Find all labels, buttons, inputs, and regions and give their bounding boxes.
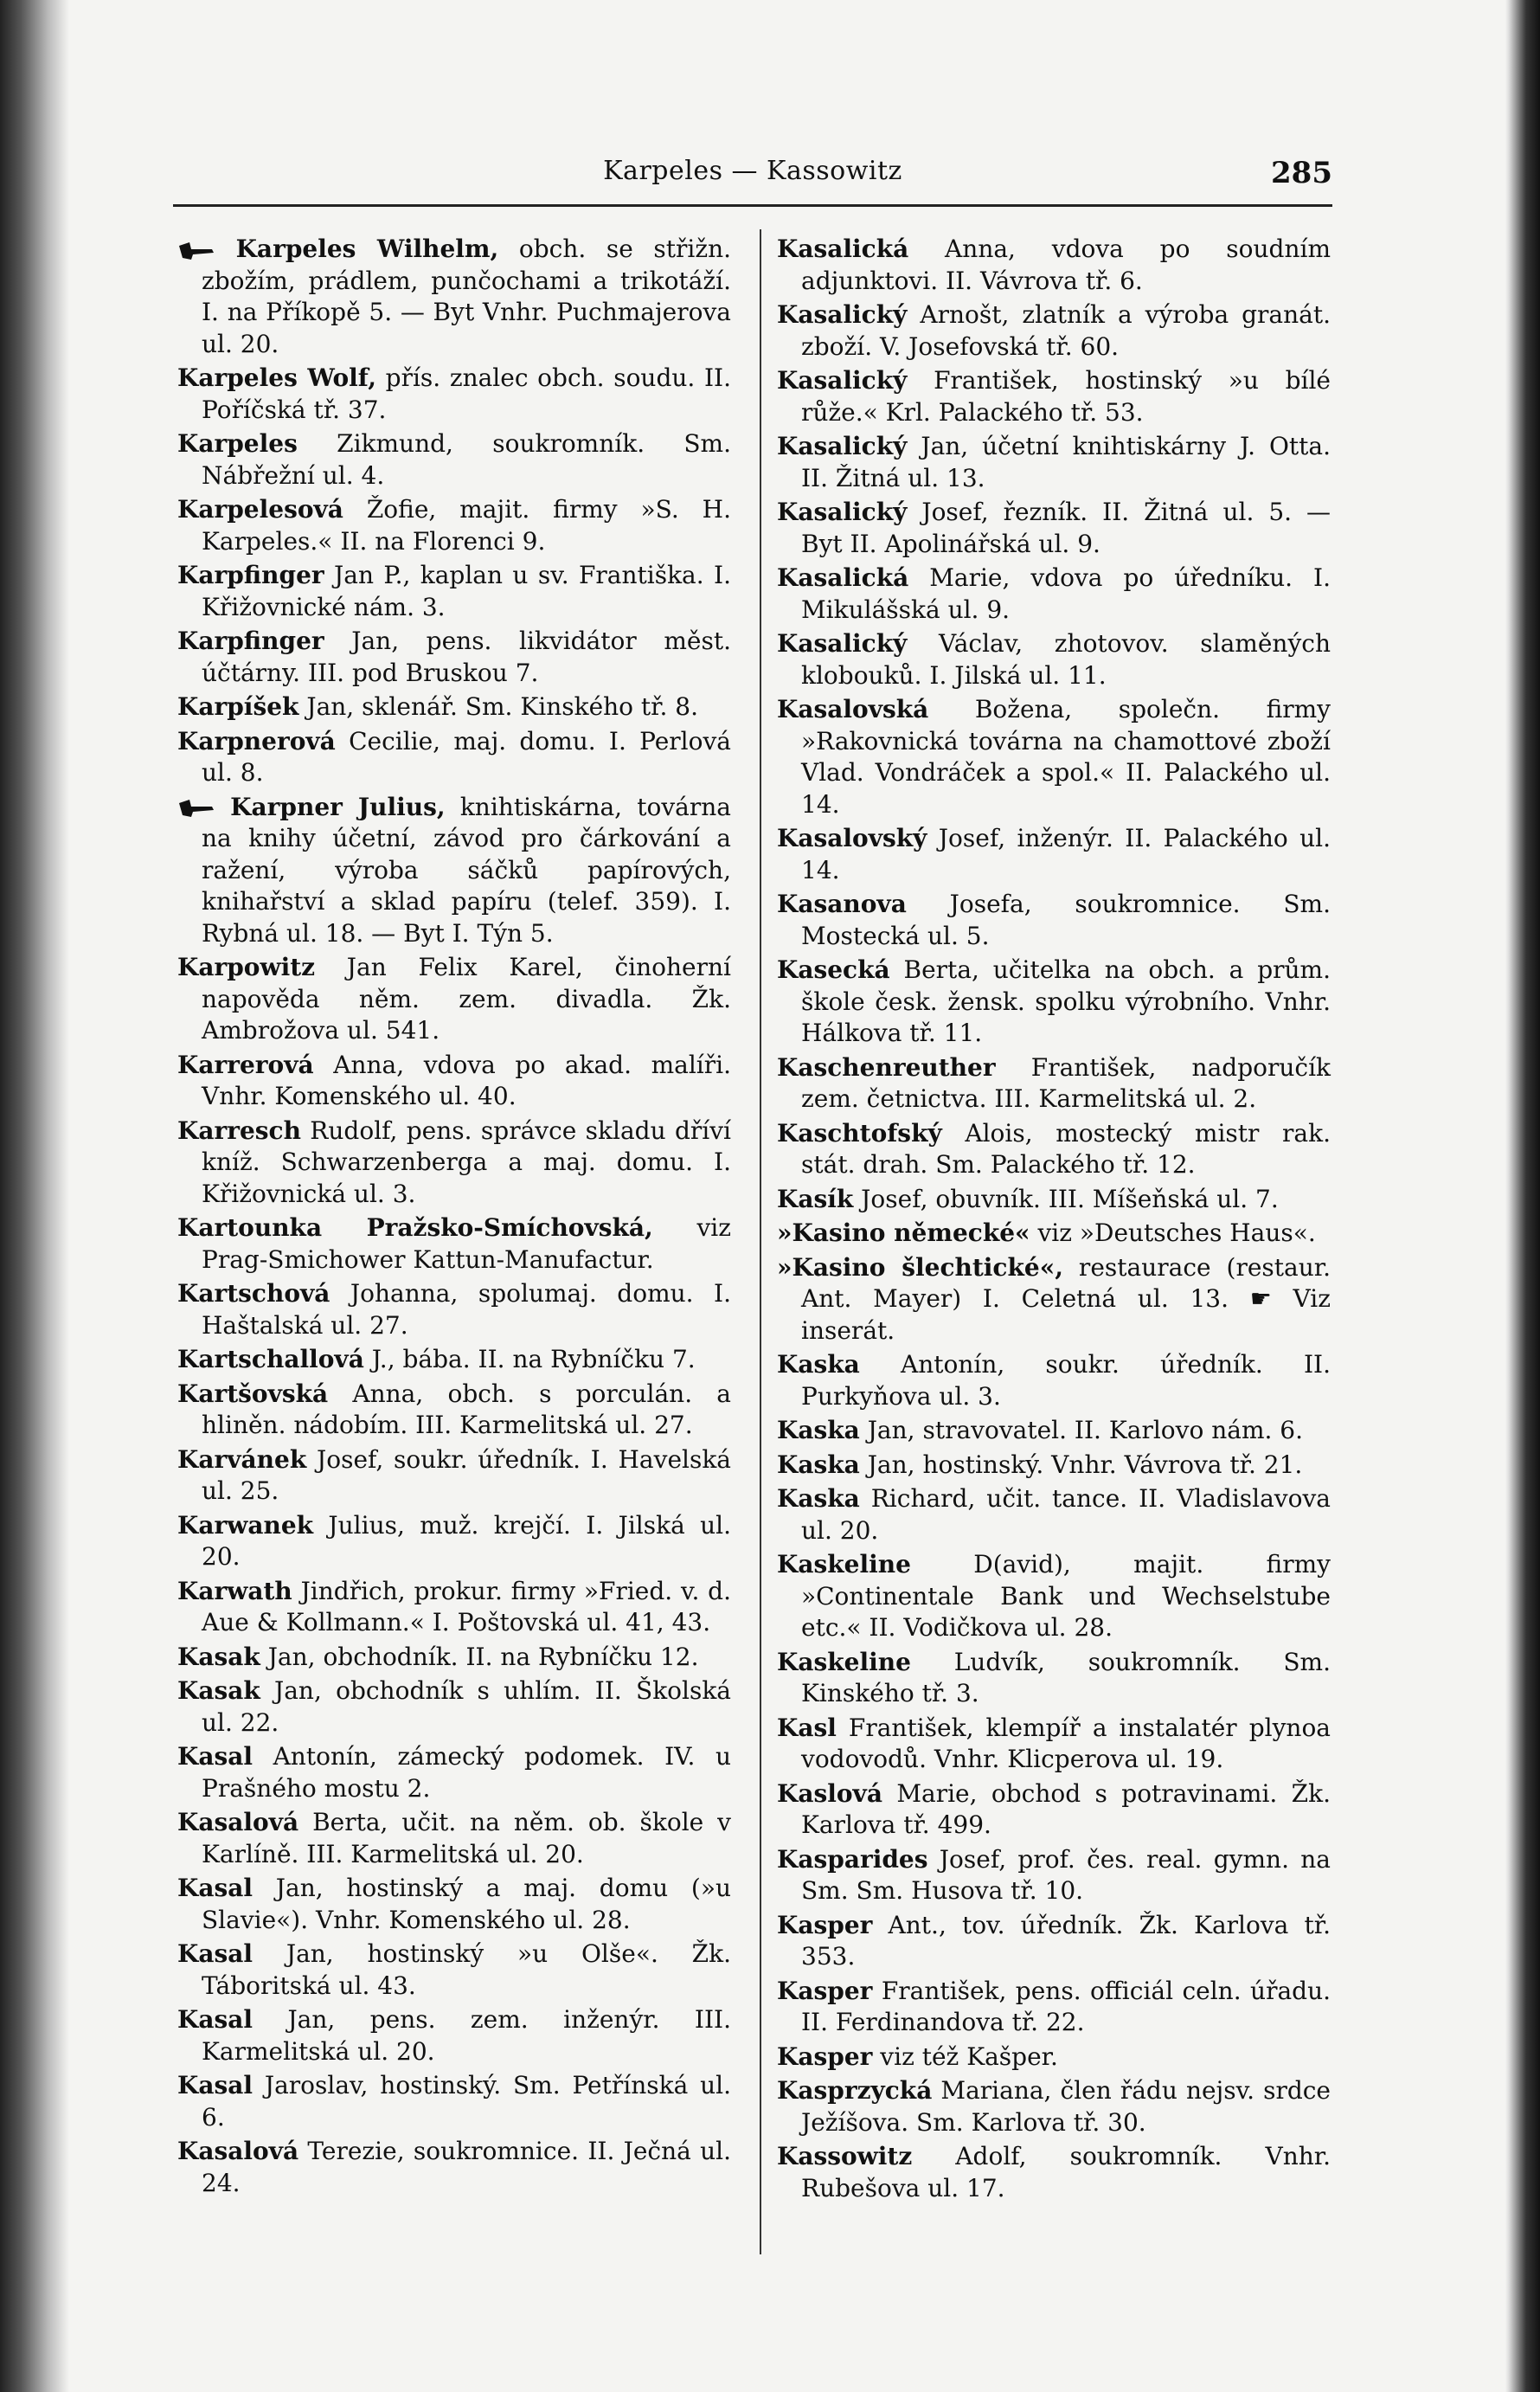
entry-name: Karresch bbox=[177, 1116, 301, 1145]
directory-entry bbox=[777, 431, 1331, 494]
entry-details: Jan, pens. likvidátor měst. účtárny. III. pod Bruskou 7. bbox=[202, 627, 731, 687]
entry-details: knihtiskárna, továrna na knihy účetní, závod pro čárkování a ražení, výroba sáčků papírových, knihařství a sklad papíru (telef. 359). I. Rybná ul. 18. — Byt I. Týn 5. bbox=[202, 792, 731, 948]
entry-name: Kasl bbox=[777, 1713, 837, 1742]
entry-name: Kasík bbox=[777, 1184, 854, 1213]
directory-entry bbox=[177, 1444, 731, 1508]
directory-entry bbox=[777, 628, 1331, 691]
entry-details: Antonín, zámecký podomek. IV. u Prašného mostu 2. bbox=[202, 1742, 731, 1803]
running-header bbox=[173, 156, 1332, 199]
entry-details: Jan, hostinský a maj. domu (»u Slavie«). Vnhr. Komenského ul. 28. bbox=[202, 1874, 731, 1934]
entry-name: Kasalický bbox=[777, 629, 908, 658]
entry-name: Kasper bbox=[777, 2042, 873, 2071]
directory-entry bbox=[177, 1510, 731, 1573]
entry-name: Karpner Julius, bbox=[230, 792, 446, 821]
directory-entry bbox=[177, 952, 731, 1047]
entry-name: Kasal bbox=[177, 1939, 253, 1968]
directory-entry bbox=[777, 1549, 1331, 1644]
entry-details: Johanna, spolumaj. domu. I. Haštalská ul. 27. bbox=[202, 1279, 731, 1340]
directory-entry bbox=[777, 1252, 1331, 1347]
entry-name: Karpeles Wilhelm, bbox=[235, 235, 499, 263]
entry-name: Kasalický bbox=[777, 498, 908, 526]
entry-name: Karrerová bbox=[177, 1050, 314, 1079]
directory-entry bbox=[177, 428, 731, 492]
directory-entry bbox=[177, 726, 731, 789]
entry-details: Ant., tov. úředník. Žk. Karlova tř. 353. bbox=[801, 1910, 1331, 1971]
directory-entry bbox=[177, 1939, 731, 2002]
directory-entry bbox=[777, 955, 1331, 1050]
entry-details: Alois, mostecký mistr rak. stát. drah. Sm. Palackého tř. 12. bbox=[801, 1118, 1331, 1179]
directory-entry bbox=[177, 1675, 731, 1739]
directory-entry bbox=[777, 694, 1331, 820]
directory-entry bbox=[177, 691, 731, 723]
entry-details: Jan, účetní knihtiskárny J. Otta. II. Žitná ul. 13. bbox=[801, 432, 1331, 492]
entry-details: František, pens. officiál celn. úřadu. II. Ferdinandova tř. 22. bbox=[801, 1976, 1331, 2036]
entry-details: Josef, soukr. úředník. I. Havelská ul. 25. bbox=[202, 1444, 731, 1505]
directory-entry bbox=[777, 1713, 1331, 1776]
entry-details: Zikmund, soukromník. Sm. Nábřežní ul. 4. bbox=[202, 429, 731, 490]
entry-details: viz Prag-Smichower Kattun-Manufactur. bbox=[202, 1213, 731, 1274]
entry-name: Kasalová bbox=[177, 2137, 299, 2165]
directory-entry bbox=[177, 1576, 731, 1639]
directory-entry bbox=[177, 2136, 731, 2199]
entry-name: Karpfinger bbox=[177, 627, 324, 655]
entry-details: Anna, obch. s porculán. a hliněn. nádobím. III. Karmelitská ul. 27. bbox=[202, 1379, 731, 1439]
entry-name: Kasper bbox=[777, 1976, 873, 2005]
entry-details: Jindřich, prokur. firmy »Fried. v. d. Aue & Kollmann.« I. Poštovská ul. 41, 43. bbox=[202, 1576, 731, 1636]
directory-entry bbox=[777, 1778, 1331, 1842]
directory-entry bbox=[777, 1415, 1331, 1447]
entry-name: Kasal bbox=[177, 2005, 253, 2034]
entry-details: Jan, stravovatel. II. Karlovo nám. 6. bbox=[859, 1416, 1304, 1444]
entry-details: Jan, hostinský »u Olše«. Žk. Táboritská ul. 43. bbox=[202, 1939, 731, 2000]
entry-details: Terezie, soukromnice. II. Ječná ul. 24. bbox=[202, 2137, 731, 2197]
entry-name: Kasalický bbox=[777, 366, 908, 395]
entry-details: František, hostinský »u bílé růže.« Krl. Palackého tř. 53. bbox=[801, 366, 1331, 427]
entry-details: Jan, obchodník. II. na Rybníčku 12. bbox=[260, 1642, 699, 1671]
directory-entry bbox=[777, 1450, 1331, 1482]
directory-entry bbox=[777, 1118, 1331, 1181]
header-rule bbox=[173, 204, 1332, 207]
entry-name: Kasalovský bbox=[777, 824, 927, 852]
directory-entry bbox=[777, 2141, 1331, 2204]
entry-name: Kasparides bbox=[777, 1844, 928, 1874]
entry-details: J., bába. II. na Rybníčku 7. bbox=[363, 1345, 696, 1373]
entry-name: Kaslová bbox=[777, 1778, 882, 1808]
entry-details: Adolf, soukromník. Vnhr. Rubešova ul. 17. bbox=[801, 2142, 1331, 2202]
entry-name: Karwanek bbox=[177, 1510, 314, 1540]
directory-entry bbox=[777, 234, 1331, 297]
entry-name: Kasprzycká bbox=[777, 2076, 933, 2105]
entry-details: viz též Kašper. bbox=[872, 2042, 1058, 2071]
binding-shadow bbox=[0, 0, 69, 2392]
entry-details: Arnošt, zlatník a výroba granát. zboží. V. Josefovská tř. 60. bbox=[801, 300, 1331, 361]
directory-entry bbox=[777, 1910, 1331, 1973]
entry-name: Karwath bbox=[177, 1576, 292, 1605]
directory-entry bbox=[777, 823, 1331, 886]
page-number: 285 bbox=[1271, 156, 1332, 190]
entry-name: Karpelesová bbox=[177, 495, 343, 524]
directory-entry bbox=[777, 1184, 1331, 1216]
left-column bbox=[177, 234, 731, 2202]
entry-details: Cecilie, maj. domu. I. Perlová ul. 8. bbox=[202, 726, 731, 787]
entry-details: viz »Deutsches Haus«. bbox=[1030, 1219, 1316, 1247]
entry-details: Božena, společn. firmy »Rakovnická továrna na chamottové zboží Vlad. Vondráček a spol.« II. Palackého ul. 14. bbox=[801, 695, 1331, 819]
directory-entry bbox=[177, 1873, 731, 1936]
directory-entry bbox=[177, 1379, 731, 1442]
entry-name: Kasal bbox=[177, 2071, 253, 2099]
entry-name: Karpeles bbox=[177, 429, 298, 458]
pointing-hand-icon bbox=[177, 793, 215, 821]
entry-name: Kaskeline bbox=[777, 1647, 911, 1676]
entry-name: »Kasino šlechtické«, bbox=[777, 1252, 1063, 1282]
entry-name: Kartounka Pražsko-Smíchovská, bbox=[177, 1213, 653, 1242]
entry-details: Václav, zhotovov. slaměných klobouků. I. Jilská ul. 11. bbox=[801, 629, 1331, 690]
column-divider bbox=[760, 229, 761, 2254]
entry-details: Josef, prof. čes. real. gymn. na Sm. Sm. Husova tř. 10. bbox=[801, 1844, 1331, 1905]
entry-name: Kaschenreuther bbox=[777, 1052, 996, 1082]
entry-name: Kasak bbox=[177, 1642, 260, 1671]
entry-details: Marie, obchod s potravinami. Žk. Karlova tř. 499. bbox=[801, 1778, 1331, 1839]
entry-name: Kasal bbox=[177, 1874, 253, 1902]
directory-entry bbox=[777, 2042, 1331, 2074]
entry-name: Kaschtofský bbox=[777, 1118, 942, 1148]
entry-name: Kaska bbox=[777, 1350, 860, 1379]
entry-details: František, nadporučík zem. četnictva. III. Karmelitská ul. 2. bbox=[801, 1052, 1331, 1113]
entry-name: Kartschallová bbox=[177, 1345, 364, 1373]
entry-details: Jan, obchodník s uhlím. II. Školská ul. 22. bbox=[202, 1676, 731, 1737]
directory-entry bbox=[177, 234, 731, 360]
entry-details: Josefa, soukromnice. Sm. Mostecká ul. 5. bbox=[801, 890, 1331, 950]
entry-name: »Kasino německé« bbox=[777, 1219, 1030, 1247]
entry-details: Mariana, člen řádu nejsv. srdce Ježíšova. Sm. Karlova tř. 30. bbox=[801, 2076, 1331, 2137]
entry-details: Jan, sklenář. Sm. Kinského tř. 8. bbox=[298, 692, 698, 721]
entry-name: Kasalická bbox=[777, 235, 909, 263]
entry-name: Kartschová bbox=[177, 1279, 330, 1308]
directory-entry bbox=[777, 1052, 1331, 1116]
directory-entry bbox=[777, 1483, 1331, 1546]
entry-details: Jan P., kaplan u sv. Františka. I. Křižovnické nám. 3. bbox=[202, 561, 731, 621]
entry-details: Jaroslav, hostinský. Sm. Petřínská ul. 6. bbox=[202, 2071, 731, 2132]
entry-name: Kasecká bbox=[777, 955, 890, 984]
entry-details: Jan, hostinský. Vnhr. Vávrova tř. 21. bbox=[859, 1450, 1303, 1479]
entry-name: Kasalová bbox=[177, 1808, 299, 1836]
entry-details: Berta, učit. na něm. ob. škole v Karlíně. III. Karmelitská ul. 20. bbox=[202, 1808, 731, 1868]
header-title: Karpeles — Kassowitz bbox=[603, 156, 902, 186]
entry-details: Richard, učit. tance. II. Vladislavova ul. 20. bbox=[801, 1484, 1331, 1545]
directory-entry bbox=[177, 792, 731, 950]
entry-details: Žofie, majit. firmy »S. H. Karpeles.« II. na Florenci 9. bbox=[202, 495, 731, 556]
entry-name: Kaska bbox=[777, 1450, 860, 1479]
entry-details: přís. znalec obch. soudu. II. Poříčská tř. 37. bbox=[202, 363, 731, 424]
entry-name: Kasak bbox=[177, 1676, 260, 1705]
entry-details: Ludvík, soukromník. Sm. Kinského tř. 3. bbox=[801, 1647, 1331, 1707]
directory-entry bbox=[777, 889, 1331, 952]
directory-entry bbox=[777, 497, 1331, 560]
directory-entry bbox=[177, 1807, 731, 1870]
pointing-hand-icon bbox=[177, 235, 215, 263]
entry-name: Kasper bbox=[777, 1910, 873, 1939]
directory-entry bbox=[177, 1642, 731, 1674]
directory-entry bbox=[777, 1976, 1331, 2039]
directory-entry bbox=[177, 1741, 731, 1804]
entry-details: Rudolf, pens. správce skladu dříví kníž. Schwarzenberga a maj. domu. I. Křižovnická ul. 3. bbox=[202, 1116, 731, 1208]
directory-entry bbox=[177, 1050, 731, 1113]
entry-name: Karpeles Wolf, bbox=[177, 363, 376, 392]
entry-details: Julius, muž. krejčí. I. Jilská ul. 20. bbox=[202, 1510, 731, 1571]
directory-entry bbox=[177, 1116, 731, 1211]
entry-details: Anna, vdova po soudním adjunktovi. II. Vávrova tř. 6. bbox=[801, 235, 1331, 295]
entry-details: Antonín, soukr. úředník. II. Purkyňova ul. 3. bbox=[801, 1350, 1331, 1411]
directory-entry bbox=[177, 494, 731, 557]
entry-details: Berta, učitelka na obch. a prům. škole česk. žensk. spolku výrobního. Vnhr. Hálkova tř. 11. bbox=[801, 955, 1331, 1047]
directory-entry bbox=[777, 1647, 1331, 1710]
directory-entry bbox=[777, 1218, 1331, 1250]
entry-name: Kassowitz bbox=[777, 2142, 913, 2170]
directory-entry bbox=[777, 2075, 1331, 2138]
entry-name: Kaskeline bbox=[777, 1550, 911, 1579]
directory-entry bbox=[177, 363, 731, 426]
entry-name: Karpowitz bbox=[177, 953, 316, 981]
directory-entry bbox=[777, 563, 1331, 626]
entry-details: Anna, vdova po akad. malíři. Vnhr. Komenského ul. 40. bbox=[202, 1050, 731, 1110]
entry-name: Karvánek bbox=[177, 1444, 307, 1474]
entry-name: Karpíšek bbox=[177, 692, 299, 721]
entry-name: Kaska bbox=[777, 1484, 860, 1513]
entry-name: Kartšovská bbox=[177, 1379, 329, 1408]
entry-details: restaurace (restaur. Ant. Mayer) I. Celetná ul. 13. ☛ Viz inserát. bbox=[801, 1252, 1331, 1345]
entry-details: Josef, řezník. II. Žitná ul. 5. — Byt II. Apolinářská ul. 9. bbox=[801, 498, 1331, 558]
directory-entry bbox=[177, 2004, 731, 2067]
entry-details: D(avid), majit. firmy »Continentale Bank und Wechselstube etc.« II. Vodičkova ul. 28. bbox=[801, 1550, 1331, 1642]
entry-details: František, klempíř a instalatér plynoa vodovodů. Vnhr. Klicperova ul. 19. bbox=[801, 1713, 1331, 1773]
entry-name: Kasalický bbox=[777, 300, 908, 329]
directory-entry bbox=[777, 299, 1331, 363]
entry-details: Josef, inženýr. II. Palackého ul. 14. bbox=[801, 824, 1331, 884]
directory-entry bbox=[177, 560, 731, 623]
entry-name: Kasalický bbox=[777, 432, 908, 460]
directory-entry bbox=[177, 2070, 731, 2133]
entry-name: Kaska bbox=[777, 1416, 860, 1444]
entry-name: Kasalovská bbox=[777, 695, 929, 723]
entry-name: Karpfinger bbox=[177, 561, 324, 589]
entry-name: Karpnerová bbox=[177, 726, 336, 756]
entry-details: Jan Felix Karel, činoherní napověda něm. zem. divadla. Žk. Ambrožova ul. 541. bbox=[202, 953, 731, 1045]
entry-name: Kasal bbox=[177, 1742, 253, 1771]
directory-entry bbox=[177, 1212, 731, 1276]
directory-entry bbox=[177, 626, 731, 689]
entry-details: Josef, obuvník. III. Míšeňská ul. 7. bbox=[853, 1184, 1279, 1213]
directory-entry bbox=[777, 1349, 1331, 1412]
directory-entry bbox=[177, 1278, 731, 1341]
directory-entry bbox=[777, 365, 1331, 428]
right-column bbox=[777, 234, 1331, 2207]
edge-shadow bbox=[1505, 0, 1540, 2392]
entry-name: Kasalická bbox=[777, 563, 909, 592]
entry-details: obch. se střižn. zbožím, prádlem, punčochami a trikotáží. I. na Příkopě 5. — Byt Vnhr. Puchmajerova ul. 20. bbox=[202, 235, 732, 358]
entry-name: Kasanova bbox=[777, 890, 907, 918]
directory-entry bbox=[777, 1844, 1331, 1907]
directory-entry bbox=[177, 1344, 731, 1376]
entry-details: Jan, pens. zem. inženýr. III. Karmelitská ul. 20. bbox=[202, 2005, 731, 2066]
entry-details: Marie, vdova po úředníku. I. Mikulášská ul. 9. bbox=[801, 563, 1331, 624]
